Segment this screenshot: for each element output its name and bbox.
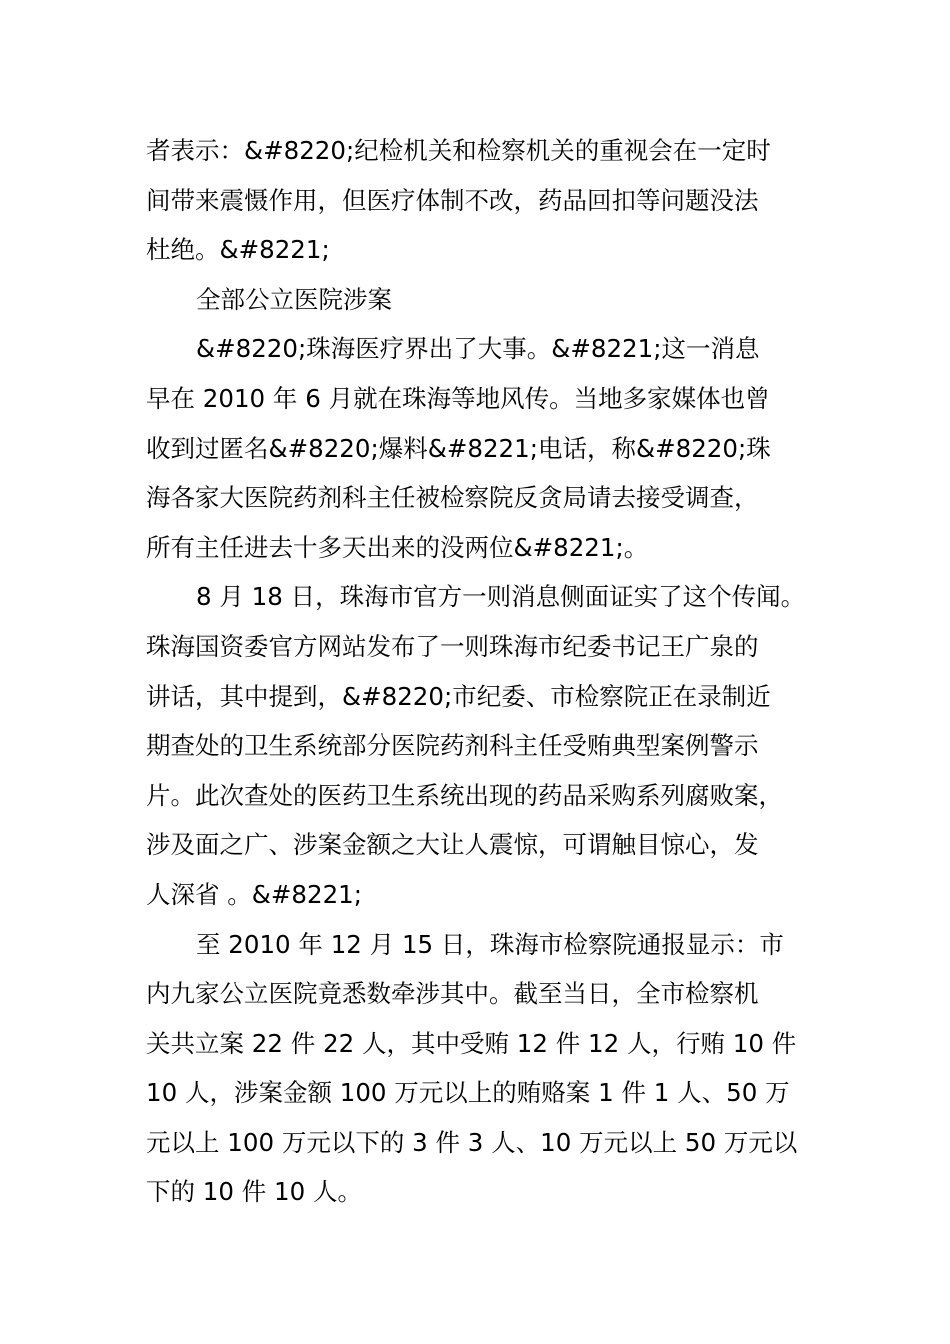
text-line: 8 月 18 日，珠海市官方一则消息侧面证实了这个传闻。: [196, 582, 806, 612]
text-line: 珠海国资委官方网站发布了一则珠海市纪委书记王广泉的: [146, 631, 759, 661]
text-line: 杜绝。&#8221;: [146, 235, 330, 265]
text-line: &#8220;珠海医疗界出了大事。&#8221;这一消息: [196, 334, 760, 364]
text-line: 收到过匿名&#8220;爆料&#8221;电话，称&#8220;珠: [146, 433, 771, 463]
text-line: 10 人，涉案金额 100 万元以上的贿赂案 1 件 1 人、50 万: [146, 1078, 790, 1108]
text-line: 片。此次查处的医药卫生系统出现的药品采购系列腐败案，: [146, 780, 783, 810]
text-line: 内九家公立医院竟悉数牵涉其中。截至当日，全市检察机: [146, 979, 759, 1009]
text-line: 人深省 。&#8221;: [146, 879, 363, 909]
section-heading: 全部公立医院涉案: [196, 284, 392, 314]
text-line: 讲话，其中提到，&#8220;市纪委、市检察院正在录制近: [146, 681, 771, 711]
text-line: 海各家大医院药剂科主任被检察院反贪局请去接受调查，: [146, 483, 759, 513]
text-line: 期查处的卫生系统部分医院药剂科主任受贿典型案例警示: [146, 731, 759, 761]
text-line: 至 2010 年 12 月 15 日，珠海市检察院通报显示：市: [196, 929, 784, 959]
text-line: 间带来震慑作用，但医疗体制不改，药品回扣等问题没法: [146, 185, 759, 215]
text-line: 下的 10 件 10 人。: [146, 1177, 363, 1207]
text-line: 所有主任进去十多天出来的没两位&#8221;。: [146, 532, 649, 562]
text-line: 关共立案 22 件 22 人，其中受贿 12 件 12 人，行贿 10 件: [146, 1028, 797, 1058]
article-body: [146, 126, 806, 1217]
text-line: 早在 2010 年 6 月就在珠海等地风传。当地多家媒体也曾: [146, 383, 770, 413]
text-line: 元以上 100 万元以下的 3 件 3 人、10 万元以上 50 万元以: [146, 1127, 798, 1157]
text-line: 涉及面之广、涉案金额之大让人震惊，可谓触目惊心，发: [146, 830, 759, 860]
text-line: 者表示：&#8220;纪检机关和检察机关的重视会在一定时: [146, 136, 771, 165]
